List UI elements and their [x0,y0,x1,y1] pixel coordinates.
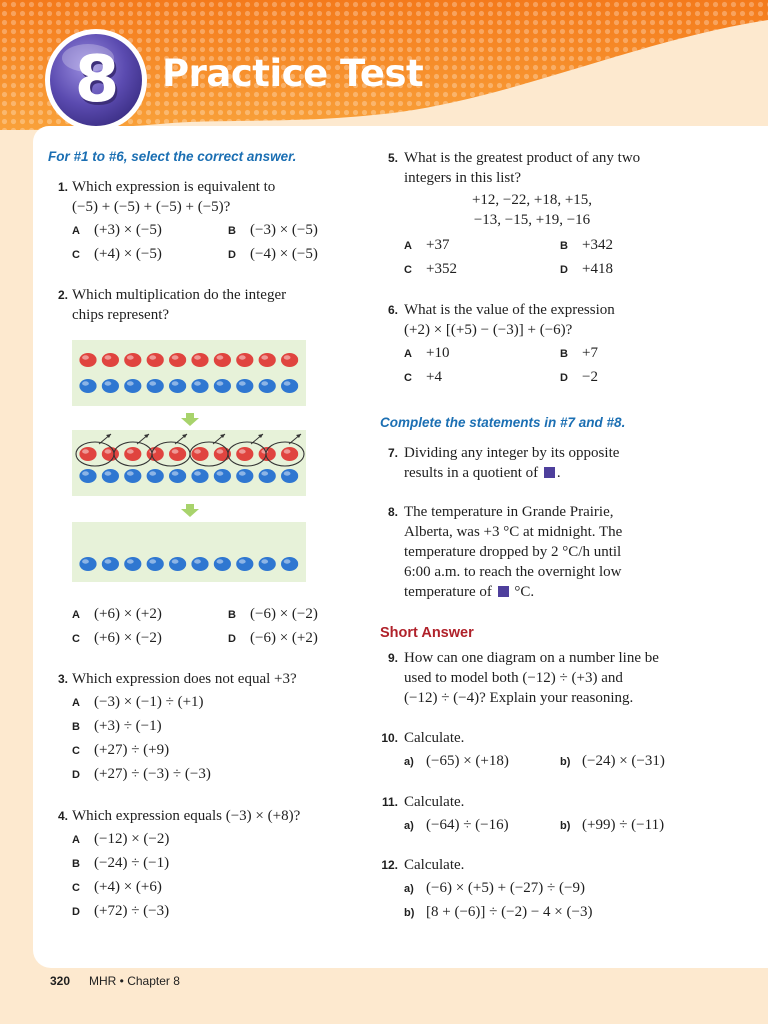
question-12-line1: Calculate. [404,857,465,873]
option-text: (−4) × (−5) [250,246,318,262]
red-chip-highlight [239,355,246,359]
option-text: (+72) ÷ (−3) [94,903,170,919]
red-chip-highlight [284,449,291,453]
blue-chip-highlight [149,381,156,385]
blue-chip [147,379,164,393]
red-chip-highlight [261,355,268,359]
question-9-line3: (−12) ÷ (−4)? Explain your reasoning. [404,690,634,706]
blue-chip [79,557,96,571]
blue-chip-highlight [149,559,156,563]
red-chip-highlight [217,355,224,359]
red-chip-highlight [127,355,134,359]
option-letter: C [72,249,80,261]
option-text: (−6) × (−2) [250,606,318,622]
question-1-number: 1. [57,180,68,194]
part-text: (−24) × (−31) [582,753,665,769]
blue-chip [236,469,253,483]
question-3-number: 3. [57,672,68,686]
question-11-line1: Calculate. [404,794,465,810]
blue-chip-highlight [149,471,156,475]
part-label: a) [404,883,414,895]
option-letter: B [72,858,80,870]
part-label: a) [404,756,414,768]
integer-chip-diagram [72,340,308,584]
option-text: (+27) ÷ (−3) ÷ (−3) [94,766,211,782]
red-chip [124,353,141,367]
question-12-part-b[interactable] [404,904,592,921]
question-12-part-a[interactable] [404,880,585,897]
question-10-number: 10. [381,731,398,745]
option-letter: D [228,249,236,261]
option-text: (+3) × (−5) [94,222,162,238]
option-letter: D [72,906,80,918]
blue-chip-highlight [217,381,224,385]
question-7-number: 7. [387,446,398,460]
blue-chip [214,469,231,483]
option-text: +4 [426,369,442,385]
chip-panel-3 [72,522,306,582]
question-4-option-a[interactable] [72,831,169,848]
red-chip [169,447,186,461]
question-11-number: 11. [381,795,398,809]
red-chip [191,447,208,461]
book-chapter-label: MHR • Chapter 8 [89,974,180,988]
question-4-option-c[interactable] [72,879,162,896]
option-letter: B [228,609,236,621]
blue-chip [79,469,96,483]
question-6-option-a[interactable] [404,345,449,362]
blue-chip-highlight [105,559,112,563]
red-chip [147,353,164,367]
question-3-option-c[interactable] [72,742,169,759]
option-letter: A [404,348,412,360]
blue-chip-highlight [261,381,268,385]
blue-chip-highlight [284,559,291,563]
question-1-option-d[interactable] [228,246,318,263]
question-9-line1: How can one diagram on a number line be [404,650,659,666]
blue-chip [124,557,141,571]
blue-chip [214,379,231,393]
part-text: (−65) × (+18) [426,753,509,769]
question-4-number: 4. [57,809,68,823]
red-chip [236,447,253,461]
option-text: (−3) × (−1) ÷ (+1) [94,694,204,710]
question-1-option-b[interactable] [228,222,318,239]
blue-chip-highlight [127,559,134,563]
multiple-choice-instruction: For #1 to #6, select the correct answer. [48,149,297,164]
blue-chip [147,469,164,483]
blue-chip [124,469,141,483]
down-arrow-icon [181,413,199,426]
blue-chip-highlight [82,471,89,475]
question-8-number: 8. [387,505,398,519]
red-chip-highlight [82,355,89,359]
option-text: (+6) × (−2) [94,630,162,646]
completion-instruction: Complete the statements in #7 and #8. [380,415,626,430]
red-chip [169,353,186,367]
part-text: (−64) ÷ (−16) [426,817,509,833]
blue-chip [281,379,298,393]
question-5-option-c[interactable] [404,261,457,278]
red-chip [191,353,208,367]
blue-chip-highlight [194,559,201,563]
option-letter: A [72,609,80,621]
question-4-line1: Which expression equals (−3) × (+8)? [72,808,301,824]
red-chip-highlight [127,449,134,453]
red-chip [214,353,231,367]
page-number: 320 [50,974,71,988]
option-text: +418 [582,261,613,277]
blue-chip-highlight [239,559,246,563]
blue-chip-highlight [82,559,89,563]
question-1-line2: (−5) + (−5) + (−5) + (−5)? [72,199,231,215]
part-label: b) [404,907,415,919]
chapter-number: 8 [74,43,118,117]
question-10-line1: Calculate. [404,730,465,746]
red-chip [79,353,96,367]
question-8-line4: 6:00 a.m. to reach the overnight low [404,564,622,580]
question-5-option-a[interactable] [404,237,449,254]
blue-chip-highlight [261,559,268,563]
option-text: +7 [582,345,598,361]
question-6-option-c[interactable] [404,369,442,386]
blue-chip-highlight [194,381,201,385]
red-chip-highlight [217,449,224,453]
answer-blank-box[interactable] [498,586,509,597]
question-8-line5-text: temperature of [404,584,492,600]
red-chip-highlight [82,449,89,453]
blue-chip-highlight [172,471,179,475]
blue-chip-highlight [239,381,246,385]
question-5-list-line1: +12, −22, +18, +15, [471,192,593,208]
option-text: (−24) ÷ (−1) [94,855,170,871]
red-chip-highlight [172,449,179,453]
question-2-line2: chips represent? [72,307,170,323]
red-chip [147,447,164,461]
question-11-part-a[interactable] [404,817,509,834]
question-2-option-c[interactable] [72,630,162,647]
blue-chip-highlight [284,471,291,475]
question-8-line5 [404,582,534,602]
question-3-line1: Which expression does not equal +3? [72,671,297,687]
blue-chip [147,557,164,571]
blue-chip [236,557,253,571]
option-text: (−12) × (−2) [94,831,170,847]
question-1-option-c[interactable] [72,246,162,263]
option-text: (+6) × (+2) [94,606,162,622]
blue-chip [259,379,276,393]
question-6-option-b[interactable] [560,345,598,362]
part-text: [8 + (−6)] ÷ (−2) − 4 × (−3) [426,904,593,920]
blue-chip-highlight [172,381,179,385]
question-3-option-a[interactable] [72,694,204,711]
blue-chip-highlight [127,381,134,385]
red-chip [102,447,119,461]
short-answer-heading: Short Answer [380,625,474,641]
option-text: +37 [426,237,450,253]
question-2-option-d[interactable] [228,630,318,647]
blue-chip [102,557,119,571]
question-7-line1: Dividing any integer by its opposite [404,445,620,461]
blue-chip-highlight [82,381,89,385]
question-8-line1: The temperature in Grande Prairie, [404,504,614,520]
option-letter: B [560,240,568,252]
page-title: Practice Test [162,52,424,95]
option-text: +352 [426,261,457,277]
blue-chip [191,557,208,571]
option-letter: C [72,745,80,757]
question-5-option-d[interactable] [560,261,613,278]
blue-chip [191,379,208,393]
question-7-line2 [404,463,561,483]
part-text: (+99) ÷ (−11) [582,817,665,833]
option-text: (+4) × (+6) [94,879,162,895]
red-chip [236,353,253,367]
blue-chip [169,379,186,393]
blue-chip-highlight [105,381,112,385]
red-chip-highlight [239,449,246,453]
option-letter: D [560,372,568,384]
part-text: (−6) × (+5) + (−27) ÷ (−9) [426,880,585,896]
blue-chip-highlight [239,471,246,475]
red-chip-highlight [284,355,291,359]
option-letter: C [72,633,80,645]
option-letter: C [404,264,412,276]
option-letter: C [404,372,412,384]
question-3-option-d[interactable] [72,766,211,783]
red-chip [259,353,276,367]
red-chip-highlight [105,355,112,359]
blue-chip-highlight [127,471,134,475]
question-1-option-a[interactable] [72,222,162,239]
blue-chip-highlight [217,559,224,563]
option-letter: A [72,225,80,237]
question-5-list-line2: −13, −15, +19, −16 [473,212,591,228]
question-1-line1: Which expression is equivalent to [72,179,276,195]
question-4-option-d[interactable] [72,903,169,920]
blue-chip [102,379,119,393]
option-text: (+4) × (−5) [94,246,162,262]
red-chip-highlight [194,449,201,453]
option-letter: A [404,240,412,252]
blue-chip [281,469,298,483]
red-chip-highlight [149,355,156,359]
blue-chip-highlight [284,381,291,385]
blue-chip [259,469,276,483]
blue-chip-highlight [217,471,224,475]
red-chip [79,447,96,461]
blue-chip-highlight [261,471,268,475]
question-5-option-b[interactable] [560,237,613,254]
option-text: +10 [426,345,450,361]
question-5-number: 5. [387,151,398,165]
option-text: −2 [582,369,598,385]
blue-chip [281,557,298,571]
question-10-part-b[interactable] [560,753,665,770]
question-6-line2: (+2) × [(+5) − (−3)] + (−6)? [404,322,573,338]
question-2-option-a[interactable] [72,606,162,623]
question-8-line5-end: °C. [514,584,535,600]
option-letter: A [72,697,80,709]
option-text: (−6) × (+2) [250,630,318,646]
question-6-line1: What is the value of the expression [404,302,615,318]
question-12-number: 12. [381,858,398,872]
option-letter: B [72,721,80,733]
blue-chip [102,469,119,483]
option-letter: B [560,348,568,360]
question-9-line2: used to model both (−12) ÷ (+3) and [404,670,623,686]
blue-chip [191,469,208,483]
blue-chip-highlight [172,559,179,563]
blue-chip [236,379,253,393]
question-6-option-d[interactable] [560,369,598,386]
question-4-option-b[interactable] [72,855,169,872]
question-5-line1: What is the greatest product of any two [404,150,641,166]
question-7-line2-text: results in a quotient of [404,465,539,481]
question-2-number: 2. [57,288,68,302]
down-arrow-icon [181,504,199,517]
question-11-part-b[interactable] [560,817,664,834]
question-2-option-b[interactable] [228,606,318,623]
option-text: +342 [582,237,613,253]
question-2-line1: Which multiplication do the integer [72,287,287,303]
option-letter: D [72,769,80,781]
red-chip-highlight [172,355,179,359]
option-letter: D [560,264,568,276]
blue-chip [169,557,186,571]
question-7-line2-end: . [556,465,561,481]
blue-chip-highlight [194,471,201,475]
option-text: (+3) ÷ (−1) [94,718,162,734]
red-chip [124,447,141,461]
part-label: b) [560,820,571,832]
blue-chip [259,557,276,571]
option-letter: D [228,633,236,645]
answer-blank-box[interactable] [544,467,555,478]
question-6-number: 6. [387,303,398,317]
blue-chip [169,469,186,483]
blue-chip [124,379,141,393]
question-5-line2: integers in this list? [404,170,522,186]
red-chip [281,353,298,367]
option-text: (+27) ÷ (+9) [94,742,170,758]
question-8-line3: temperature dropped by 2 °C/h until [404,544,622,560]
question-8-line2: Alberta, was +3 °C at midnight. The [404,524,623,540]
red-chip-highlight [194,355,201,359]
blue-chip [214,557,231,571]
question-10-part-a[interactable] [404,753,509,770]
red-chip [281,447,298,461]
option-text: (−3) × (−5) [250,222,318,238]
red-chip-highlight [105,449,112,453]
option-letter: C [72,882,80,894]
part-label: a) [404,820,414,832]
question-3-option-b[interactable] [72,718,162,735]
question-9-number: 9. [387,651,398,665]
blue-chip-highlight [105,471,112,475]
option-letter: B [228,225,236,237]
part-label: b) [560,756,571,768]
blue-chip [79,379,96,393]
chip-panel-1 [72,340,306,406]
red-chip [102,353,119,367]
option-letter: A [72,834,80,846]
